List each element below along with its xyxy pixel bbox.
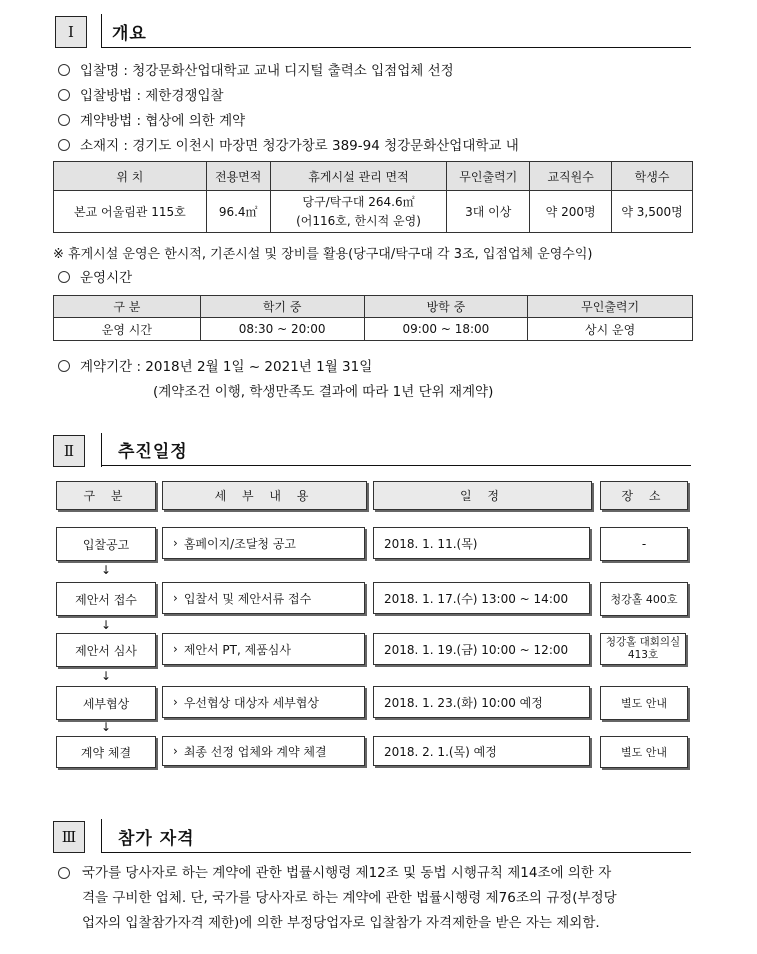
- schedule-stage-2: 제안서 접수: [56, 582, 156, 616]
- circle-bullet-icon: [58, 89, 70, 101]
- schedule-detail-1-text: 홈페이지/조달청 공고: [183, 536, 296, 551]
- location-text: 소재지 : 경기도 이천시 마장면 청강가창로 389-94 청강문화산업대학교 내: [80, 138, 519, 154]
- lounge-note: ※ 휴게시설 운영은 한시적, 기존시설 및 장비를 활용(당구대/탁구대 각 3조, 입점업체 운영수익): [53, 247, 593, 262]
- circle-bullet-icon: [58, 867, 70, 879]
- hours-label: 운영시간: [80, 270, 133, 286]
- facility-header-staff: 교직원수: [530, 162, 612, 191]
- detail-mark-icon: ›: [173, 642, 178, 656]
- schedule-place-5: 별도 안내: [600, 736, 688, 768]
- schedule-place-4: 별도 안내: [600, 686, 688, 720]
- detail-mark-icon: ›: [173, 591, 178, 605]
- circle-bullet-icon: [58, 360, 70, 372]
- qualification-text: [82, 861, 694, 936]
- qualification-line-1: 국가를 당사자로 하는 계약에 관한 법률시행령 제12조 및 동법 시행규칙 제14조에 의한 자: [82, 865, 612, 881]
- detail-mark-icon: ›: [173, 695, 178, 709]
- schedule-date-3: 2018. 1. 19.(금) 10:00 ~ 12:00: [373, 633, 590, 665]
- hours-cell-vacation: 09:00 ~ 18:00: [364, 318, 528, 341]
- facility-cell-staff: 약 200명: [530, 191, 612, 233]
- schedule-detail-5-text: 최종 선정 업체와 계약 체결: [183, 744, 327, 759]
- hours-header-printer: 무인출력기: [528, 296, 693, 318]
- facility-table: [53, 161, 693, 233]
- facility-cell-area: 96.4㎡: [206, 191, 270, 233]
- schedule-header-detail: 세 부 내 용: [162, 481, 367, 510]
- contract-period-text: 계약기간 : 2018년 2월 1일 ~ 2021년 1월 31일: [80, 359, 373, 375]
- down-arrow-icon: ↓: [101, 618, 112, 632]
- schedule-place-1: -: [600, 527, 688, 561]
- hours-cell-printer: 상시 운영: [528, 318, 693, 341]
- location-item: [58, 134, 519, 154]
- schedule-place-2: 청강홀 400호: [600, 582, 688, 616]
- facility-cell-location: 본교 어울림관 115호: [54, 191, 207, 233]
- hours-cell-semester: 08:30 ~ 20:00: [200, 318, 364, 341]
- facility-header-printer: 무인출력기: [447, 162, 530, 191]
- section-2-number: [53, 435, 85, 467]
- section-1-number: [55, 16, 87, 48]
- facility-cell-students: 약 3,500명: [612, 191, 693, 233]
- schedule-stage-3: 제안서 심사: [56, 633, 156, 667]
- facility-header-lounge: 휴게시설 관리 면적: [270, 162, 447, 191]
- section-1-underline: [101, 47, 691, 48]
- lounge-area-text: 당구/탁구대 264.6㎡: [302, 194, 415, 209]
- schedule-place-3: 청강홀 대회의실 413호: [600, 633, 686, 665]
- schedule-detail-4-text: 우선협상 대상자 세부협상: [183, 695, 319, 710]
- down-arrow-icon: ↓: [101, 669, 112, 683]
- qualification-line-3: 업자의 입찰참가자격 제한)에 의한 부정당업자로 입찰참가 자격제한을 받은 자는 제외함.: [82, 915, 600, 931]
- bid-name-text: 입찰명 : 청강문화산업대학교 교내 디지털 출력소 입점업체 선정: [80, 63, 454, 79]
- section-2-numeral: Ⅱ: [63, 442, 75, 460]
- section-2-title: 추진일정: [118, 442, 188, 462]
- contract-method-item: [58, 109, 245, 129]
- schedule-detail-5: [162, 736, 365, 766]
- down-arrow-icon: ↓: [101, 563, 112, 577]
- hours-cell-category: 운영 시간: [54, 318, 201, 341]
- contract-period-item: [58, 355, 372, 375]
- schedule-stage-4: 세부협상: [56, 686, 156, 720]
- schedule-date-5: 2018. 2. 1.(목) 예정: [373, 736, 590, 766]
- schedule-detail-3-text: 제안서 PT, 제품심사: [183, 642, 291, 657]
- facility-cell-lounge: [270, 191, 447, 233]
- circle-bullet-icon: [58, 271, 70, 283]
- circle-bullet-icon: [58, 139, 70, 151]
- hours-header-semester: 학기 중: [200, 296, 364, 318]
- section-3-number: [53, 821, 85, 853]
- section-3-numeral: Ⅲ: [61, 828, 77, 846]
- schedule-detail-3: [162, 633, 365, 665]
- hours-item: [58, 266, 132, 286]
- schedule-detail-4: [162, 686, 365, 718]
- section-3-title: 참가 자격: [118, 829, 195, 849]
- detail-mark-icon: ›: [173, 536, 178, 550]
- hours-header-category: 구 분: [54, 296, 201, 318]
- schedule-detail-1: [162, 527, 365, 559]
- bid-name-item: [58, 59, 454, 79]
- lounge-room-text: (어116호, 한시적 운영): [296, 213, 421, 228]
- schedule-stage-5: 계약 체결: [56, 736, 156, 768]
- schedule-date-4: 2018. 1. 23.(화) 10:00 예정: [373, 686, 590, 718]
- bid-method-text: 입찰방법 : 제한경쟁입찰: [80, 88, 224, 104]
- section-1-numeral: Ⅰ: [68, 23, 74, 41]
- facility-header-location: 위 치: [54, 162, 207, 191]
- hours-header-vacation: 방학 중: [364, 296, 528, 318]
- schedule-date-1: 2018. 1. 11.(목): [373, 527, 590, 559]
- facility-header-area: 전용면적: [206, 162, 270, 191]
- bid-method-item: [58, 84, 224, 104]
- contract-method-text: 계약방법 : 협상에 의한 계약: [80, 113, 246, 129]
- schedule-date-2: 2018. 1. 17.(수) 13:00 ~ 14:00: [373, 582, 590, 614]
- section-3-divider: [101, 819, 102, 853]
- section-2-underline: [101, 465, 691, 466]
- schedule-detail-2-text: 입찰서 및 제안서류 접수: [183, 591, 312, 606]
- contract-period-note: (계약조건 이행, 학생만족도 결과에 따라 1년 단위 재계약): [153, 384, 494, 400]
- section-2-divider: [101, 433, 102, 467]
- hours-table: [53, 295, 693, 341]
- facility-header-students: 학생수: [612, 162, 693, 191]
- schedule-detail-2: [162, 582, 365, 614]
- facility-cell-printer: 3대 이상: [447, 191, 530, 233]
- section-1-divider: [101, 14, 102, 48]
- schedule-header-date: 일 정: [373, 481, 592, 510]
- circle-bullet-icon: [58, 64, 70, 76]
- detail-mark-icon: ›: [173, 744, 178, 758]
- schedule-header-place: 장 소: [600, 481, 688, 510]
- qualification-line-2: 격을 구비한 업체. 단, 국가를 당사자로 하는 계약에 관한 법률시행령 제76조의 규정(부정당: [82, 890, 617, 906]
- section-1-title: 개요: [112, 24, 147, 44]
- section-3-underline: [101, 852, 691, 853]
- schedule-stage-1: 입찰공고: [56, 527, 156, 561]
- circle-bullet-icon: [58, 114, 70, 126]
- schedule-header-stage: 구 분: [56, 481, 156, 510]
- down-arrow-icon: ↓: [101, 720, 112, 734]
- qualification-bullet: [58, 866, 80, 882]
